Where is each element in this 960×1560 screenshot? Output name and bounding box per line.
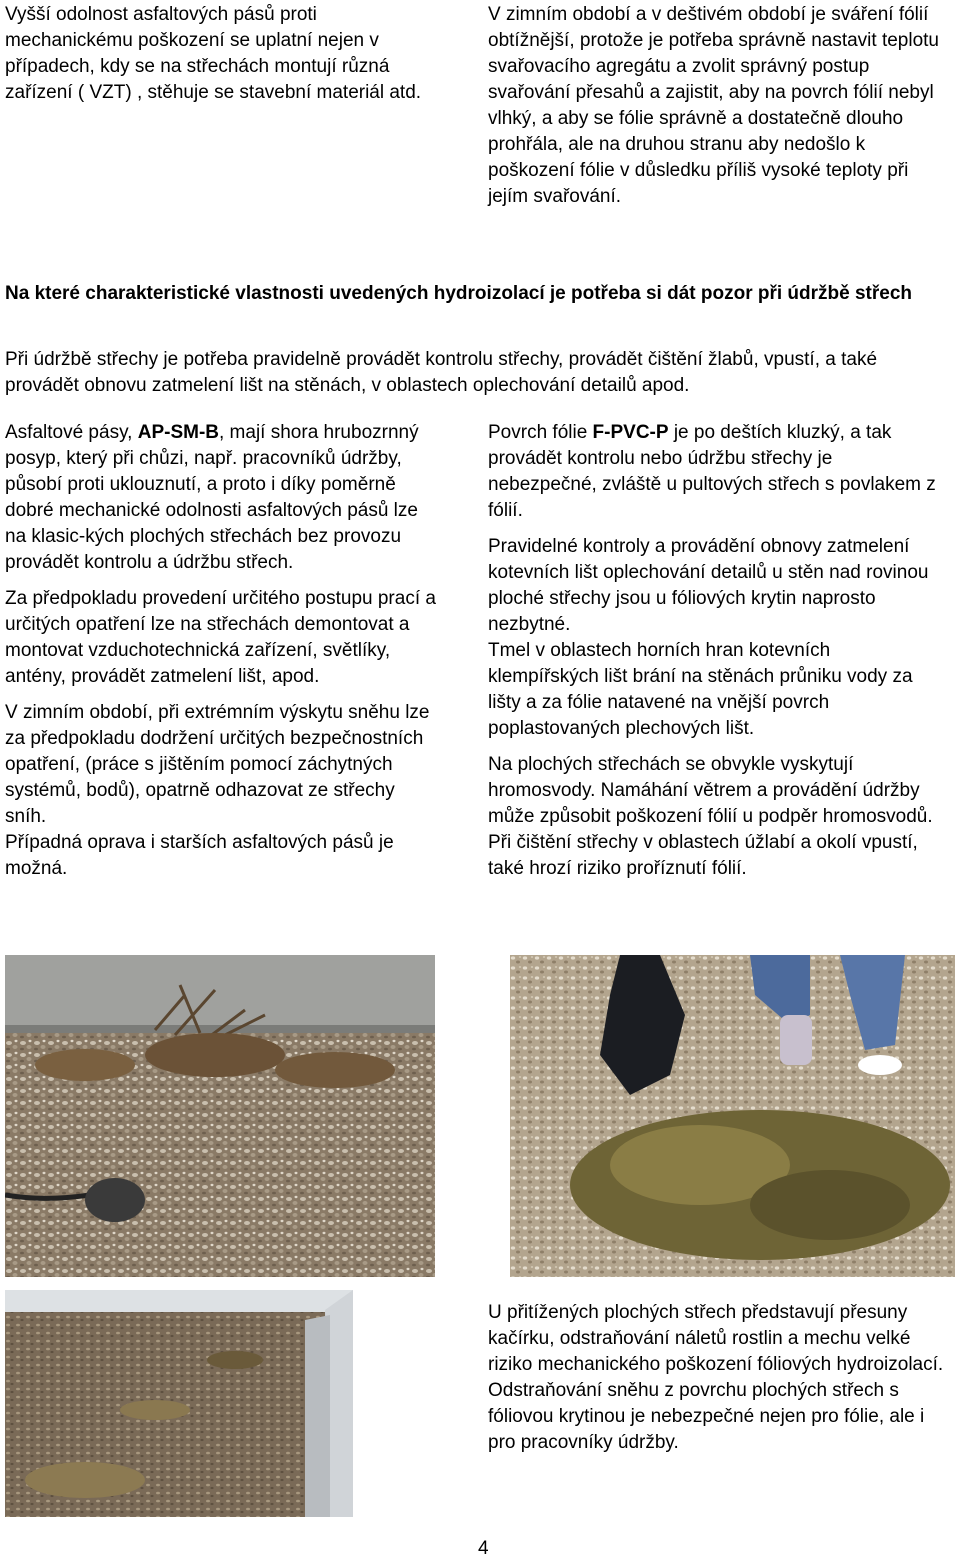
moss-removal-illustration <box>510 955 955 1277</box>
left-p1 <box>5 420 437 576</box>
right-p1 <box>488 420 938 524</box>
right-p3: Tmel v oblastech horních hran kotevních klempířských lišt brání na stěnách průniku vody za lišty a za fólie natavené na vnější povrch poplastovaných plechových lišt. <box>488 640 913 739</box>
left-p4: Případná oprava i starších asfaltových pásů je možná. <box>5 832 394 879</box>
gravel-debris-illustration <box>5 955 435 1277</box>
left-p3: V zimním období, při extrémním výskytu sněhu lze za předpokladu dodržení určitých bezpečnostních opatření, (práce s jištěním pomocí záchytných systémů, bodů), opatrně odhazovat ze střechy sníh. <box>5 702 430 827</box>
right-p5: Při čištění střechy v oblastech úžlabí a okolí vpustí, také hrozí riziko proříznutí fólií. <box>488 832 918 879</box>
photo-moss-removal <box>510 955 955 1277</box>
section-heading-text: Na které charakteristické vlastnosti uvedených hydroizolací je potřeba si dát pozor při údržbě střech <box>5 283 913 304</box>
left-p1-post: , mají shora hrubozrnný posyp, který při chůzi, např. pracovníků údržby, působí proti uklouznutí, a proto i díky poměrně dobré mechanické odolnosti asfaltových pásů lze na klasic-kých plochých střechách bez provozu provádět kontrolu a údržbu střech. <box>5 422 419 573</box>
left-p2: Za předpokladu provedení určitého postupu prací a určitých opatření lze na střechách demontovat a montovat vzduchotechnická zařízení, světlíky, antény, provádět zatmelení lišt, apod. <box>5 588 436 687</box>
photo-gravel-debris <box>5 955 435 1277</box>
right-p1-post: je po deštích kluzký, a tak provádět kontrolu nebo údržbu střechy je nebezpečné, zvláště u pultových střech s povlakem z fólií. <box>488 422 936 521</box>
bottom-right-p2: Odstraňování sněhu z povrchu plochých střech s fóliovou krytinou je nebezpečné nejen pro fólie, ale i pro pracovníky údržby. <box>488 1380 925 1453</box>
page-number: 4 <box>478 1538 489 1559</box>
section-intro-text: Při údržbě střechy je potřeba pravidelně provádět kontrolu střechy, provádět čištění žlabů, vpustí, a také provádět obnovu zatmelení lišt na stěnách, v oblastech oplechování detailů apod. <box>5 349 878 396</box>
top-right-paragraph <box>488 2 950 210</box>
top-right-text: V zimním období a v deštivém období je sváření fólií obtížnější, protože je potřeba správně nastavit teplotu svařovacího agregátu a zvolit správný postup svařování přesahů a zajistit, aby na povrch fólií nebyl vlhký, a aby se fólie správně a dostatečně dlouho prohřála, ale na druhou stranu aby nedošlo k poškození fólie v důsledku příliš vysoké teploty při jejím svařování. <box>488 4 939 207</box>
top-left-paragraph <box>5 2 435 106</box>
right-column <box>488 420 938 882</box>
right-p2: Pravidelné kontroly a provádění obnovy zatmelení kotevních lišt oplechování detailů u stěn nad rovinou ploché střechy jsou u fóliových krytin naprosto nezbytné. <box>488 536 929 635</box>
left-column <box>5 420 437 882</box>
left-p1-bold: AP-SM-B <box>137 422 219 443</box>
right-p4: Na plochých střechách se obvykle vyskytují hromosvody. Namáhání větrem a provádění údržby může způsobit poškození fólií u podpěr hromosvodů. <box>488 754 933 827</box>
flat-roof-illustration <box>5 1290 353 1517</box>
right-p1-bold: F-PVC-P <box>592 422 669 443</box>
bottom-right-paragraph <box>488 1300 953 1456</box>
section-intro <box>5 347 955 399</box>
bottom-right-p1: U přitížených plochých střech představují přesuny kačírku, odstraňování náletů rostlin a mechu velké riziko mechanického poškození fóliových hydroizolací. <box>488 1302 944 1375</box>
left-p1-pre: Asfaltové pásy, <box>5 422 138 443</box>
top-left-text: Vyšší odolnost asfaltových pásů proti mechanickému poškození se uplatní nejen v případech, kdy se na střechách montují různá zařízení ( VZT) , stěhuje se stavební materiál atd. <box>5 4 422 103</box>
section-heading <box>5 281 950 307</box>
photo-flat-roof <box>5 1290 353 1517</box>
right-p1-pre: Povrch fólie <box>488 422 593 443</box>
